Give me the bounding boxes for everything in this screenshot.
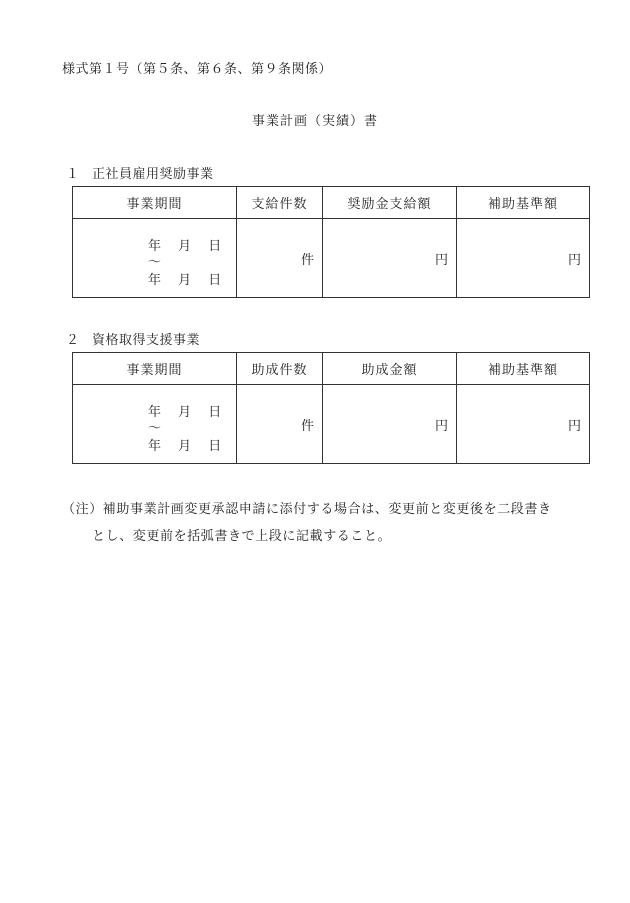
col-header: 助成件数 — [237, 353, 323, 385]
col-header: 事業期間 — [73, 187, 237, 219]
period-start: 年 月 日 — [148, 239, 222, 254]
note — [62, 496, 552, 550]
period-end: 年 月 日 — [148, 273, 222, 288]
count-cell[interactable]: 件 — [237, 385, 323, 464]
section1-number: １ — [66, 167, 80, 182]
col-header: 補助基準額 — [457, 353, 590, 385]
form-number: 様式第１号（第５条、第６条、第９条関係） — [62, 62, 333, 77]
note-line1: （注）補助事業計画変更承認申請に添付する場合は、変更前と変更後を二段書き — [62, 502, 552, 517]
col-header: 助成金額 — [323, 353, 457, 385]
table-row — [73, 219, 590, 298]
period-start: 年 月 日 — [148, 405, 222, 420]
period-end: 年 月 日 — [148, 439, 222, 454]
period-cell[interactable] — [73, 219, 237, 298]
base-amount-cell[interactable]: 円 — [457, 219, 590, 298]
section1-table — [72, 186, 590, 298]
note-line2: とし、変更前を括弧書きで上段に記載すること。 — [92, 529, 392, 544]
col-header: 事業期間 — [73, 353, 237, 385]
base-amount-cell[interactable]: 円 — [457, 385, 590, 464]
table-row — [73, 385, 590, 464]
amount-cell[interactable]: 円 — [323, 385, 457, 464]
section2-table — [72, 352, 590, 464]
section2-number: ２ — [66, 333, 80, 348]
count-cell[interactable]: 件 — [237, 219, 323, 298]
period-separator: ～ — [148, 421, 162, 436]
period-cell[interactable] — [73, 385, 237, 464]
table-header-row — [73, 187, 590, 219]
period-separator: ～ — [148, 255, 162, 270]
col-header: 奨励金支給額 — [323, 187, 457, 219]
section1-heading — [66, 163, 214, 182]
amount-cell[interactable]: 円 — [323, 219, 457, 298]
table-header-row — [73, 353, 590, 385]
col-header: 支給件数 — [237, 187, 323, 219]
col-header: 補助基準額 — [457, 187, 590, 219]
section1-title: 正社員雇用奨励事業 — [92, 167, 214, 182]
section2-title: 資格取得支援事業 — [92, 333, 201, 348]
section2-heading — [66, 329, 200, 348]
document-title: 事業計画（実績）書 — [251, 114, 378, 129]
